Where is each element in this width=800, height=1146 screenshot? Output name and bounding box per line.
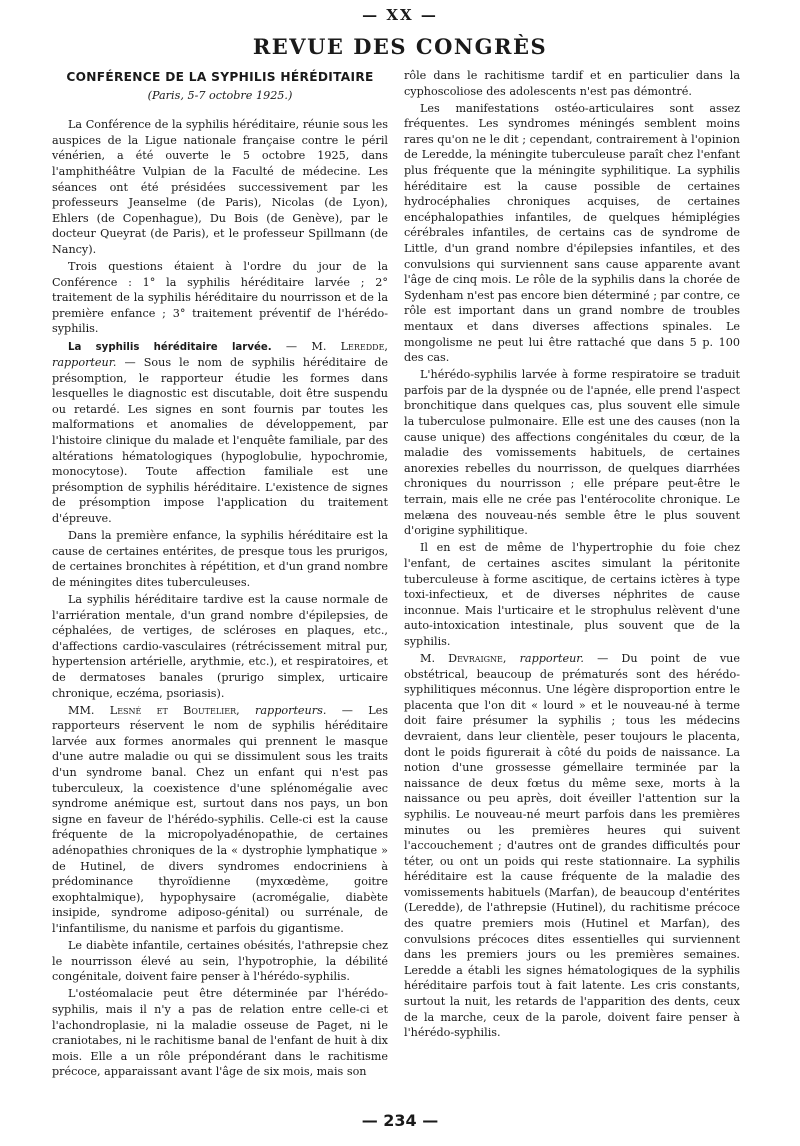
author-names: MM. Lesné et Boutelier, <box>68 703 256 717</box>
author-name: M. Devraigne, <box>420 651 520 665</box>
author-role: rapporteur. <box>519 651 584 665</box>
article-title: CONFÉRENCE DE LA SYPHILIS HÉRÉDITAIRE <box>66 70 374 84</box>
page-number-bottom: — 234 — <box>361 1111 439 1130</box>
section-leredde <box>52 339 388 527</box>
left-column <box>52 68 388 1081</box>
right-column <box>404 68 740 1042</box>
article-subtitle: (Paris, 5-7 octobre 1925.) <box>147 88 293 102</box>
section-text: — Du point de vue obstétrical, beaucoup de prématurés sont des hérédo-syphilitiques méconnus. Une légère disproportion entre le placenta que l'on dit « lourd » et le nouveau-né à terme doit faire présumer la syphilis ; tous les médecins devraient, dans leur clientèle, peser toujours le placenta, dont le poids figurerait à côté du poids de naissance. La notion d'une grossesse gémellaire terminée par la naissance de deux fœtus du même sexe, morts à la naissance ou peu après, doit éveiller l'attention sur la syphilis. Le nouveau-né meurt parfois dans les premières minutes ou les premières heures qui suivent l'accouchement ; d'autres ont de grandes difficultés pour téter, ou ont un poids qui reste stationnaire. La syphilis héréditaire est la cause fréquente de la maladie des vomissements habituels (Marfan), de beaucoup d'entérites (Leredde), de l'athrepsie (Hutinel), du rachitisme précoce des quatre premiers mois (Hutinel et Marfan), des convulsions précoces dites essentielles qui surviennent dans les premiers jours ou les premières semaines. Leredde a établi les signes hématologiques de la syphilis héréditaire parfois tout à fait latente. Les cris constants, surtout la nuit, les retards de l'apparition des dents, ceux de la marche, ceux de la parole, doivent faire penser à l'hérédo-syphilis. <box>404 651 740 1040</box>
section-heading: La syphilis héréditaire larvée. <box>68 341 272 353</box>
section-text: — Les rapporteurs réservent le nom de syphilis héréditaire larvée aux formes anormales qui prennent le masque d'une autre maladie ou qui se dissimulent sous les traits d'un syndrome banal. Chez un enfant qui n'est pas tuberculeux, la coexistence d'une splénomégalie avec syndrome anémique est, surtout dans nos pays, un bon signe en faveur de l'hérédo-syphilis. Celle-ci est la cause fréquente de la micropolyadénopathie, de certaines adénopathies chroniques de la « dystrophie lymphatique » de Hutinel, de divers syndromes endocriniens à prédominance thyroïdienne (myxœdème, goitre exophtalmique), hypophysaire (acromégalie, diabète insipide, syndrome adiposo-génital) ou surrénale, de l'infantilisme, du nanisme et parfois du gigantisme. <box>52 703 388 935</box>
paragraph-premiere-enfance: Dans la première enfance, la syphilis héréditaire est la cause de certaines entérites, de presque tous les prurigos, de certaines bronchites à répétition, et d'un grand nombre de méningites dites tuberculeuses. <box>52 529 388 589</box>
paragraph-osteomalacie: L'ostéomalacie peut être déterminée par l'hérédo-syphilis, mais il n'y a pas de relation entre celle-ci et l'achondroplasie, ni la maladie osseuse de Paget, ni le craniotabes, ni le rachitisme banal de l'enfant de huit à dix mois. Elle a un rôle prépondérant dans le rachitisme précoce, apparaissant avant l'âge de six mois, mais son <box>52 987 388 1079</box>
author-role: rapporteurs. <box>255 703 327 717</box>
paragraph-foie: Il en est de même de l'hypertrophie du foie chez l'enfant, de certaines ascites simulant la péritonite tuberculeuse à forme ascitique, de certains ictères à type toxi-infectieux, et de diverses néphrites de cause inconnue. Mais l'urticaire et le strophulus relèvent d'une auto-intoxication intestinale, plus souvent que de la syphilis. <box>404 541 740 648</box>
paragraph-diabete: Le diabète infantile, certaines obésités, l'athrepsie chez le nourrisson élevé au sein, l'hypotrophie, la débilité congénitale, doivent faire penser à l'hérédo-syphilis. <box>52 939 388 984</box>
paragraph-agenda: Trois questions étaient à l'ordre du jour de la Conférence : 1° la syphilis héréditaire larvée ; 2° traitement de la syphilis héréditaire du nourrisson et de la première enfance ; 3° traitement préventif de l'hérédo-syphilis. <box>52 260 388 336</box>
page-number-top: — XX — <box>362 6 438 24</box>
section-devraigne <box>404 651 740 1041</box>
paragraph-respiratoire: L'hérédo-syphilis larvée à forme respiratoire se traduit parfois par de la dyspnée ou de l'apnée, elle prend l'aspect bronchitique dans quelques cas, plus souvent elle simule la tuberculose pulmonaire. Elle est une des causes (non la cause unique) des affections congénitales du cœur, de la maladie des vomissements habituels, de certaines anorexies rebelles du nourrisson, de quelques diarrhées chroniques du nourrisson ; elle prépare peut-être le terrain, mais elle ne crée pas l'entérocolite chronique. Le melæna des nouveau-nés semble être le plus souvent d'origine syphilitique. <box>404 368 740 538</box>
section-text: — Sous le nom de syphilis héréditaire de présomption, le rapporteur étudie les formes dans lesquelles le diagnostic est discutable, doit être suspendu ou retardé. Les signes en sont fournis par toutes les malformations et anomalies de développement, par l'histoire clinique du malade et l'enquête familiale, par des altérations hématologiques (hypoglobulie, hypochromie, monocytose). Toute affection familiale est une présomption de syphilis héréditaire. L'existence de signes de présomption impose l'application du traitement d'épreuve. <box>52 356 388 526</box>
author-name: — M. Leredde, <box>271 339 388 353</box>
paragraph-osteo-articulaires: Les manifestations ostéo-articulaires sont assez fréquentes. Les syndromes méningés semblent moins rares qu'on ne le dit ; cependant, contrairement à l'opinion de Leredde, la méningite tuberculeuse paraît chez l'enfant plus fréquente que la méningite syphilitique. La syphilis héréditaire est la cause possible de certaines hydrocéphalies chroniques acquises, de certaines encéphalopathies infantiles, de quelques hémiplégies cérébrales infantiles, de certains cas de syndrome de Little, d'un grand nombre d'épilepsies infantiles, et des convulsions qui surviennent sans cause apparente avant l'âge de cinq mois. Le rôle de la syphilis dans la chorée de Sydenham n'est pas encore bien déterminé ; par contre, ce rôle est important dans un grand nombre de troubles mentaux et dans diverses affections spinales. Le mongolisme ne peut lui être rattaché que dans 5 p. 100 des cas. <box>404 101 740 365</box>
paragraph-intro: La Conférence de la syphilis héréditaire, réunie sous les auspices de la Ligue nationale française contre le péril vénérien, a été ouverte le 5 octobre 1925, dans l'amphithéâtre Vulpian de la Faculté de médecine. Les séances ont été présidées successivement par les professeurs Jeanselme (de Paris), Nicolas (de Lyon), Ehlers (de Copenhague), Du Bois (de Genève), par le docteur Queyrat (de Paris), et le professeur Spillmann (de Nancy). <box>52 118 388 256</box>
paragraph-tardive: La syphilis héréditaire tardive est la cause normale de l'arriération mentale, d'un grand nombre d'épilepsies, de céphalées, de vertiges, de scléroses en plaques, etc., d'affections cardio-vasculaires (rétrécissement mitral pur, hypertension artérielle, arythmie, etc.), et respiratoires, et de dermatoses banales (prurigo simplex, urticaire chronique, eczéma, psoriasis). <box>52 593 388 700</box>
author-role: rapporteur. <box>52 356 117 370</box>
section-lesne-boutelier <box>52 703 388 937</box>
running-header: REVUE DES CONGRÈS <box>252 34 548 59</box>
paragraph-continuation: rôle dans le rachitisme tardif et en particulier dans la cyphoscoliose des adolescents n'est pas démontré. <box>404 69 740 98</box>
